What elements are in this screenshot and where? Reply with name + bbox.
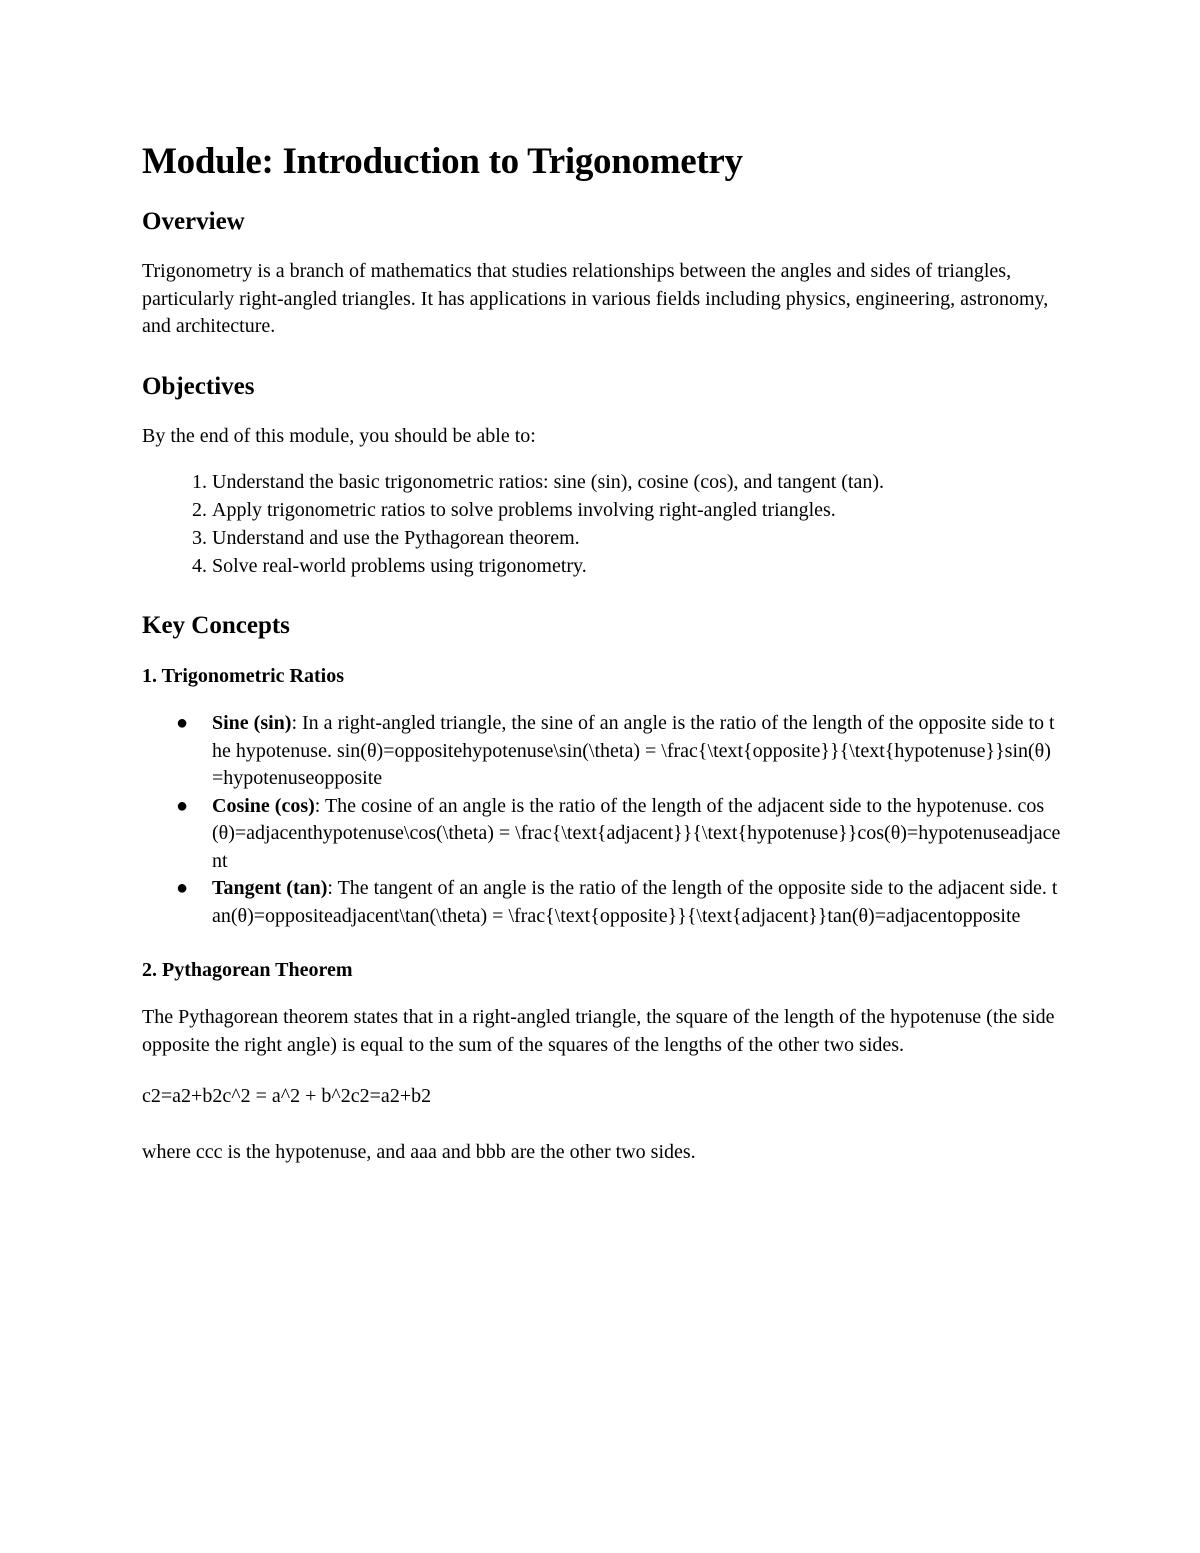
list-item: 3. Understand and use the Pythagorean theorem.: [212, 524, 1062, 552]
list-item: 1. Understand the basic trigonometric ratios: sine (sin), cosine (cos), and tangent (tan).: [212, 468, 1062, 496]
trig-ratios-list: [142, 710, 1062, 930]
list-item: 4. Solve real-world problems using trigonometry.: [212, 552, 1062, 580]
term-tangent: Tangent (tan): [212, 877, 328, 899]
bullet-icon: ●: [176, 877, 189, 899]
list-item-cosine: [176, 793, 1062, 876]
pythagorean-paragraph: The Pythagorean theorem states that in a right-angled triangle, the square of the length of the hypotenuse (the side opposite the right angle) is equal to the sum of the squares of the lengths of the other two sides.: [142, 1006, 1055, 1056]
objectives-list: [142, 468, 1062, 580]
overview-heading: Overview: [142, 208, 245, 235]
page-title: Module: Introduction to Trigonometry: [142, 141, 743, 182]
trig-ratios-heading: 1. Trigonometric Ratios: [142, 665, 345, 687]
pythagorean-formula: c2=a2+b2c^2 = a^2 + b^2c2=a2+b2: [142, 1085, 432, 1107]
bullet-icon: ●: [176, 794, 189, 817]
definition-cosine: : The cosine of an angle is the ratio of the length of the adjacent side to the hypotenuse. cos⁡(θ)=adjacenthypotenuse\cos(\theta) = \frac{\text{adjacent}}{\text{hypotenuse}}cos(θ)=hypotenuseadjacent: [212, 794, 1061, 872]
list-item-sine: [176, 710, 1062, 793]
pythagorean-note: where ccc is the hypotenuse, and aaa and bbb are the other two sides.: [142, 1140, 696, 1163]
pythagorean-heading: 2. Pythagorean Theorem: [142, 959, 353, 981]
list-item: 2. Apply trigonometric ratios to solve problems involving right-angled triangles.: [212, 496, 1062, 524]
term-cosine: Cosine (cos): [212, 794, 315, 817]
objectives-heading: Objectives: [142, 372, 255, 400]
definition-sine: : In a right-angled triangle, the sine of an angle is the ratio of the length of the opposite side to the hypotenuse. sin⁡(θ)=oppositehypotenuse\sin(\theta) = \frac{\text{opposite}}{\text{hypotenuse}}sin(θ)=hypotenuseopposite: [212, 712, 1055, 789]
list-item-tangent: [176, 875, 1062, 930]
objectives-intro: By the end of this module, you should be able to:: [142, 424, 536, 447]
overview-paragraph: Trigonometry is a branch of mathematics that studies relationships between the angles and sides of triangles, particularly right-angled triangles. It has applications in various fields including physics, engineering, astronomy, and architecture.: [142, 260, 1049, 337]
document-content: [142, 138, 1062, 1186]
key-concepts-heading: Key Concepts: [142, 612, 290, 639]
definition-tangent: : The tangent of an angle is the ratio of the length of the opposite side to the adjacent side. tan⁡(θ)=oppositeadjacent\tan(\theta) = \frac{\text{opposite}}{\text{adjacent}}tan(θ)=adjacentopposite: [212, 877, 1058, 927]
bullet-icon: ●: [176, 712, 189, 734]
term-sine: Sine (sin): [212, 712, 292, 734]
